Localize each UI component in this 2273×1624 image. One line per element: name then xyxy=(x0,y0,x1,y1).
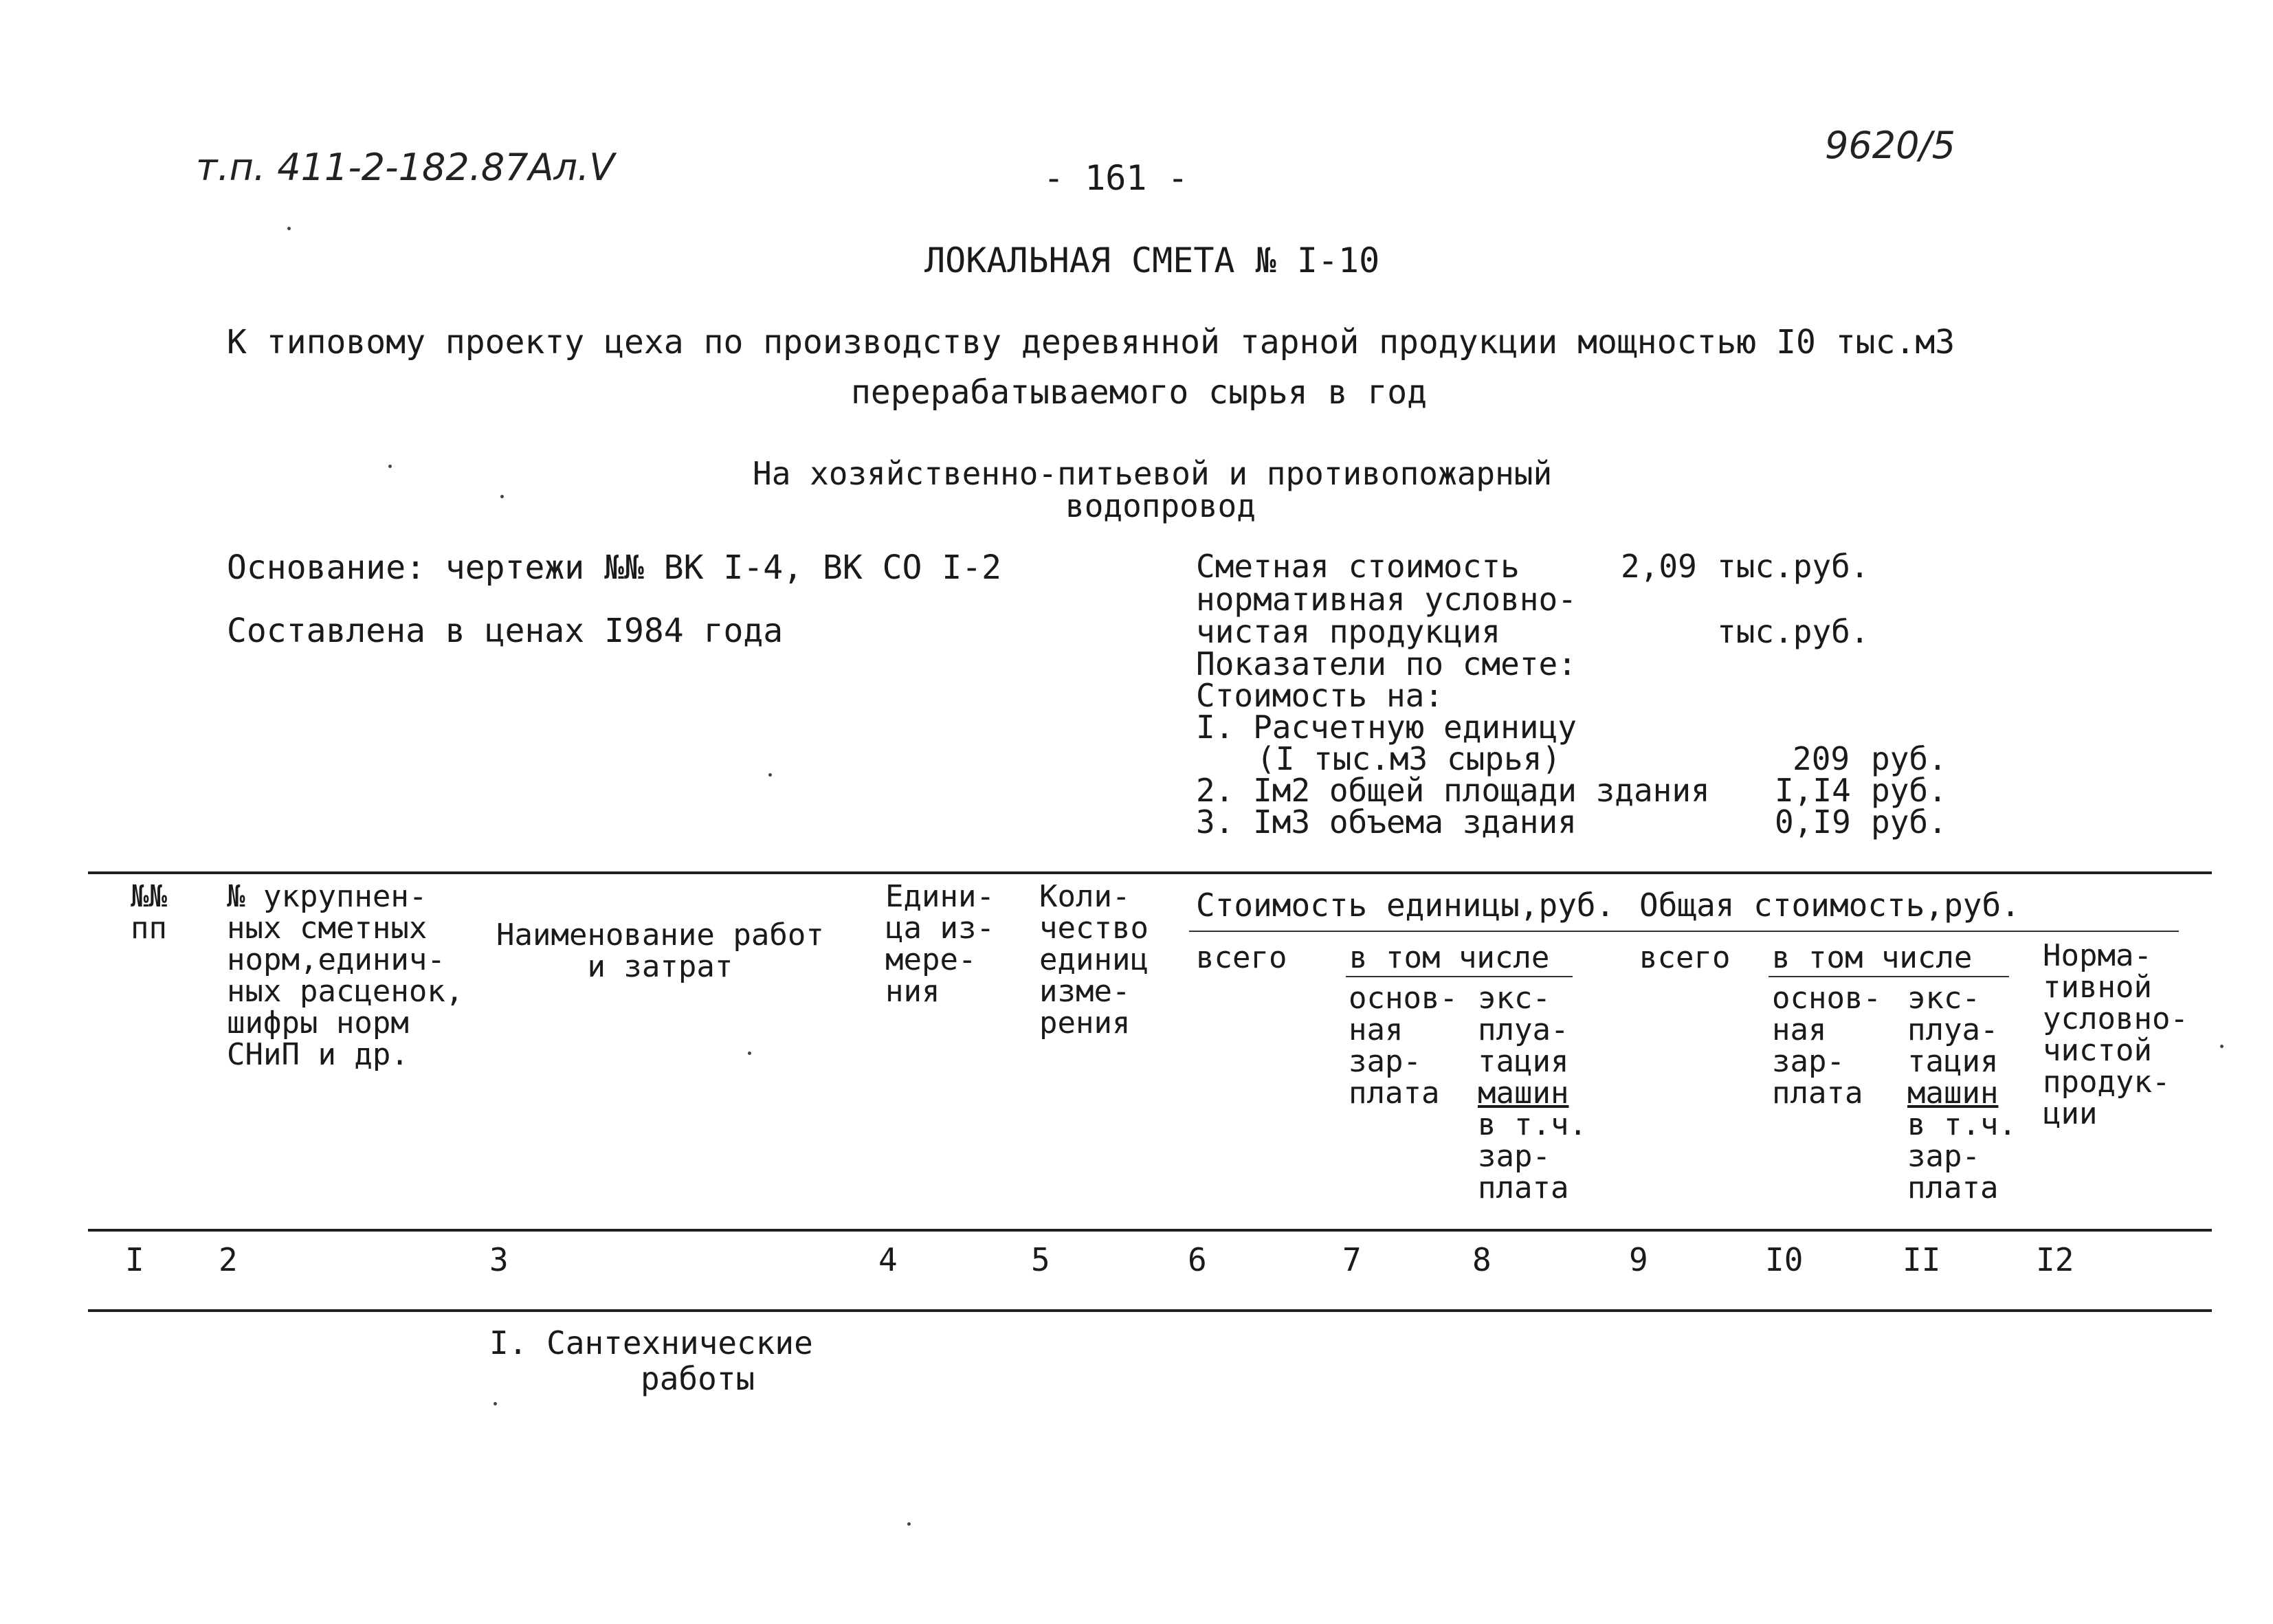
unit-incl-rule xyxy=(1346,976,1573,977)
header-norms: № укрупнен- ных сметных норм,единич- ных расценок, шифры норм СНиП и др. xyxy=(227,879,464,1072)
subtitle-line-2: перерабатываемого сырья в год xyxy=(851,373,1428,412)
scan-speck xyxy=(2220,1045,2224,1048)
scan-speck xyxy=(494,1402,497,1405)
scan-speck xyxy=(907,1522,911,1526)
item3-value: 0,I9 xyxy=(1775,803,1851,841)
item3-unit: руб. xyxy=(1871,803,1947,841)
header-unit-cost: Стоимость единицы,руб. xyxy=(1196,887,1615,924)
col-number-11: II xyxy=(1903,1241,1941,1278)
col-number-3: 3 xyxy=(489,1241,509,1278)
net-product-label-2: чистая продукция xyxy=(1196,613,1501,650)
col-number-10: I0 xyxy=(1765,1241,1804,1278)
section-title-line-2: работы xyxy=(641,1360,755,1397)
total-incl-rule xyxy=(1768,976,2009,977)
page-number: - 161 - xyxy=(1043,158,1188,198)
col-number-1: I xyxy=(125,1241,144,1278)
header-unit-wage: основ- ная зар- плата xyxy=(1349,981,1458,1111)
scan-speck xyxy=(748,1052,751,1055)
net-product-label-1: нормативная условно- xyxy=(1196,581,1577,618)
col-number-6: 6 xyxy=(1188,1241,1207,1278)
section-title-line-1: I. Сантехнические xyxy=(489,1324,813,1361)
cost-label: Сметная стоимость xyxy=(1196,548,1520,585)
header-bottom-rule xyxy=(88,1229,2212,1232)
item1-label-1: I. Расчетную единицу xyxy=(1196,709,1577,746)
cost-unit: тыс.руб. xyxy=(1717,548,1870,585)
header-unit-all: всего xyxy=(1196,940,1287,975)
document-title: ЛОКАЛЬНАЯ СМЕТА № I-10 xyxy=(924,241,1380,280)
header-quantity: Коли- чество единиц изме- рения xyxy=(1039,879,1149,1041)
scan-speck xyxy=(388,465,392,468)
header-num: №№ пп xyxy=(131,879,167,946)
header-unit-incl: в том числе xyxy=(1349,940,1550,975)
header-total-incl: в том числе xyxy=(1772,940,1973,975)
scan-speck xyxy=(287,227,291,230)
net-product-unit: тыс.руб. xyxy=(1717,613,1870,650)
header-name: Наименование работ и затрат xyxy=(496,917,824,984)
project-code: т.п. 411-2-182.87Ал.V xyxy=(196,146,615,189)
item1-value: 209 xyxy=(1793,740,1850,777)
archive-number: 9620/5 xyxy=(1825,124,1955,167)
scan-speck xyxy=(500,495,504,498)
object-line-1: На хозяйственно-питьевой и противопожарный xyxy=(753,455,1553,492)
col-number-12: I2 xyxy=(2036,1241,2074,1278)
numbers-bottom-rule xyxy=(88,1309,2212,1312)
header-unit: Едини- ца из- мере- ния xyxy=(885,879,995,1009)
table-top-rule xyxy=(88,871,2212,874)
subtitle-line-1: К типовому проекту цеха по производству деревянной тарной продукции мощностью I0 тыс.м3 xyxy=(227,323,1955,361)
col-number-2: 2 xyxy=(219,1241,238,1278)
indicators-label: Показатели по смете: xyxy=(1196,645,1577,682)
header-total-wage: основ- ная зар- плата xyxy=(1772,981,1881,1111)
prices-year-line: Составлена в ценах I984 года xyxy=(227,612,784,650)
header-unit-machine: экс- плуа- тация машин в т.ч. зар- плата xyxy=(1478,981,1587,1205)
col-number-4: 4 xyxy=(878,1241,898,1278)
header-total-cost: Общая стоимость,руб. xyxy=(1639,887,2020,924)
object-line-2: водопровод xyxy=(1065,487,1256,524)
header-total-machine: экс- плуа- тация машин в т.ч. зар- плата xyxy=(1907,981,2017,1205)
cost-value: 2,09 xyxy=(1621,548,1697,585)
scan-speck xyxy=(768,773,772,777)
header-normative-product: Норма- тивной условно- чистой продук- ции xyxy=(2043,938,2188,1131)
item2-value: I,I4 xyxy=(1775,772,1851,809)
item1-label-2: (I тыс.м3 сырья) xyxy=(1256,740,1562,777)
col-number-7: 7 xyxy=(1342,1241,1362,1278)
item2-unit: руб. xyxy=(1871,772,1947,809)
item1-unit: руб. xyxy=(1871,740,1947,777)
item2-label: 2. Iм2 общей площади здания xyxy=(1196,772,1710,809)
col-number-5: 5 xyxy=(1031,1241,1050,1278)
item3-label: 3. Iм3 объема здания xyxy=(1196,803,1577,841)
basis-line: Основание: чертежи №№ ВК I-4, ВК СО I-2 xyxy=(227,548,1002,587)
header-total-all: всего xyxy=(1639,940,1731,975)
col-number-8: 8 xyxy=(1472,1241,1492,1278)
group-header-rule xyxy=(1189,931,2179,932)
col-number-9: 9 xyxy=(1629,1241,1648,1278)
cost-per-label: Стоимость на: xyxy=(1196,677,1444,714)
